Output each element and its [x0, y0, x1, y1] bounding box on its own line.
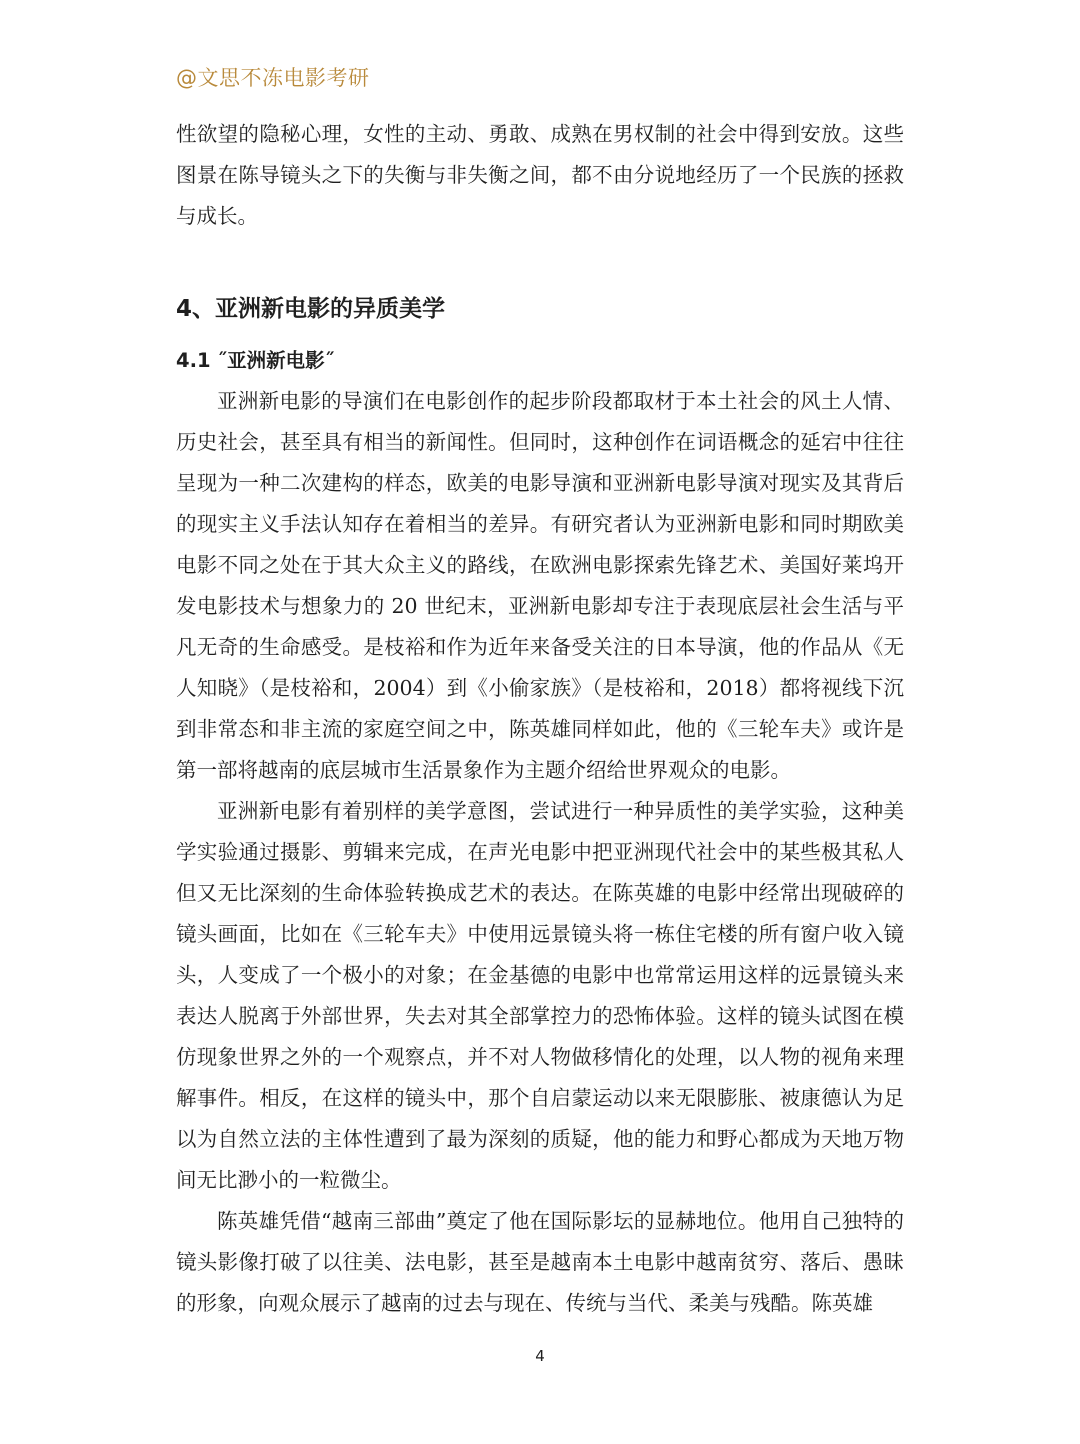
section-heading: 4、亚洲新电影的异质美学	[176, 296, 446, 322]
paragraph: 亚洲新电影有着别样的美学意图，尝试进行一种异质性的美学实验，这种美学实验通过摄影、剪辑来完成，在声光电影中把亚洲现代社会中的某些极其私人但又无比深刻的生命体验转换成艺术的表达。在陈英雄的电影中经常出现破碎的镜头画面，比如在《三轮车夫》中使用远景镜头将一栋住宅楼的所有窗户收入镜头，人变成了一个极小的对象；在金基德的电影中也常常运用这样的远景镜头来表达人脱离于外部世界，失去对其全部掌控力的恐怖体验。这样的镜头试图在模仿现象世界之外的一个观察点，并不对人物做移情化的处理，以人物的视角来理解事件。相反，在这样的镜头中，那个自启蒙运动以来无限膨胀、被康德认为足以为自然立法的主体性遭到了最为深刻的质疑，他的能力和野心都成为天地万物间无比渺小的一粒微尘。	[176, 799, 904, 1192]
watermark-account: @文思不冻电影考研	[176, 66, 370, 90]
page-body	[176, 114, 904, 1324]
subsection-heading: 4.1 ˝亚洲新电影˝	[176, 349, 335, 372]
paragraph: 陈英雄凭借“越南三部曲”奠定了他在国际影坛的显赫地位。他用自己独特的镜头影像打破了以往美、法电影，甚至是越南本土电影中越南贫穷、落后、愚昧的形象，向观众展示了越南的过去与现在、传统与当代、柔美与残酷。陈英雄	[176, 1209, 904, 1315]
paragraph-continued: 性欲望的隐秘心理，女性的主动、勇敢、成熟在男权制的社会中得到安放。这些图景在陈导镜头之下的失衡与非失衡之间，都不由分说地经历了一个民族的拯救与成长。	[176, 122, 904, 228]
paragraph: 亚洲新电影的导演们在电影创作的起步阶段都取材于本土社会的风土人情、历史社会，甚至具有相当的新闻性。但同时，这种创作在词语概念的延宕中往往呈现为一种二次建构的样态，欧美的电影导演和亚洲新电影导演对现实及其背后的现实主义手法认知存在着相当的差异。有研究者认为亚洲新电影和同时期欧美电影不同之处在于其大众主义的路线，在欧洲电影探索先锋艺术、美国好莱坞开发电影技术与想象力的 20 世纪末，亚洲新电影却专注于表现底层社会生活与平凡无奇的生命感受。是枝裕和作为近年来备受关注的日本导演，他的作品从《无人知晓》（是枝裕和，2004）到《小偷家族》（是枝裕和，2018）都将视线下沉到非常态和非主流的家庭空间之中，陈英雄同样如此，他的《三轮车夫》或许是第一部将越南的底层城市生活景象作为主题介绍给世界观众的电影。	[176, 389, 904, 782]
page-number: 4	[535, 1347, 545, 1365]
